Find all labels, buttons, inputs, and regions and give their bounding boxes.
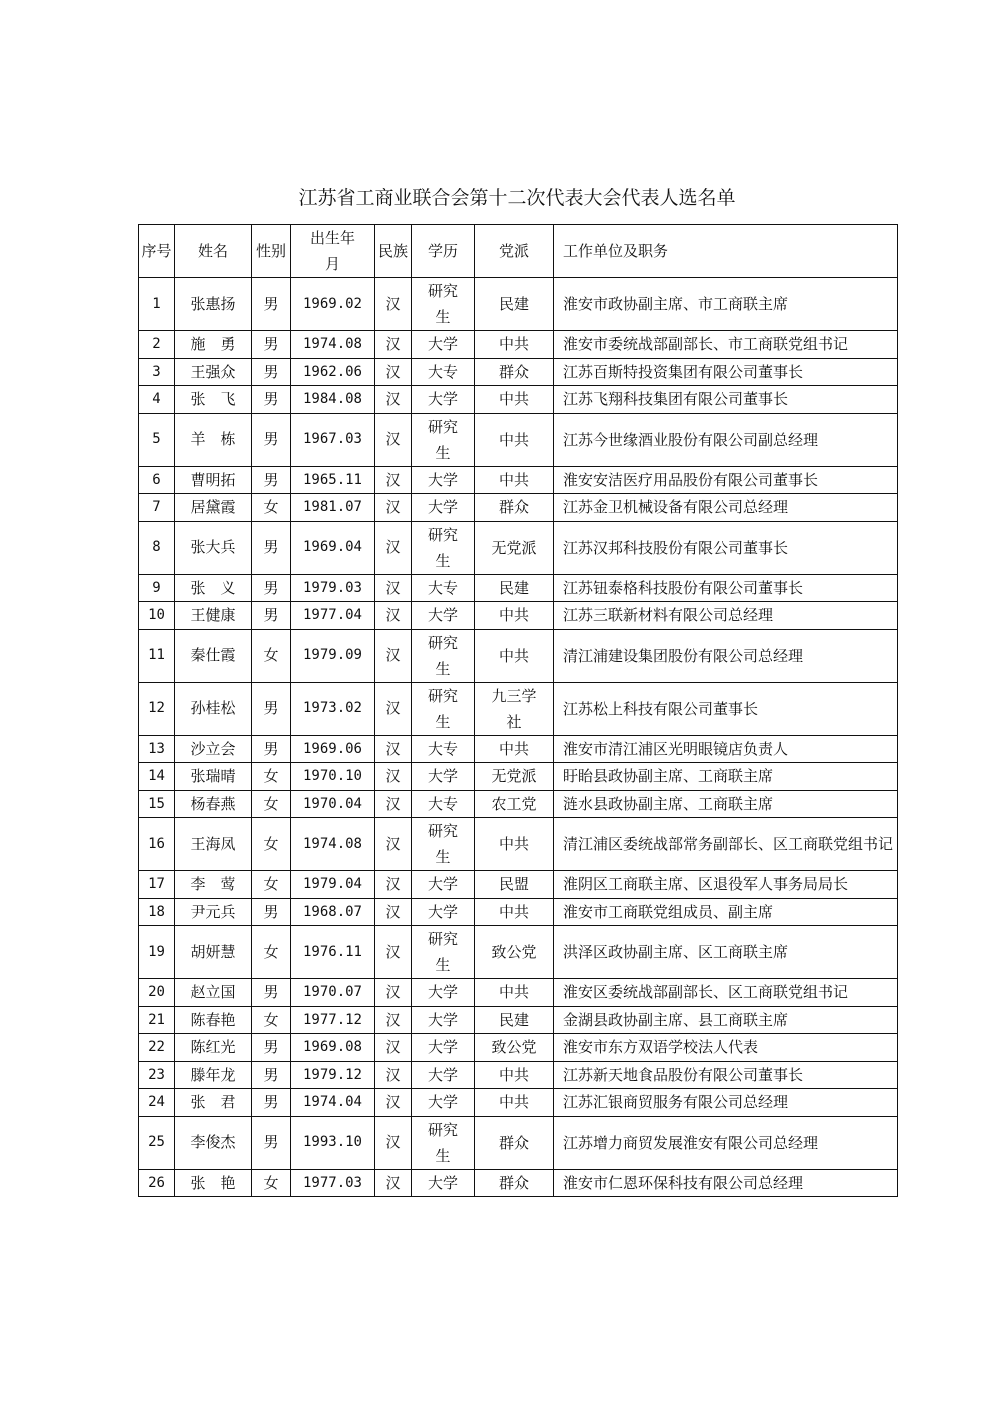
- cell-party: 群众: [475, 1116, 554, 1169]
- cell-gender: 男: [252, 898, 291, 926]
- cell-gender: 男: [252, 574, 291, 602]
- cell-position: 江苏汉邦科技股份有限公司董事长: [554, 521, 898, 574]
- cell-ethnicity: 汉: [375, 926, 412, 979]
- cell-index: 22: [139, 1034, 175, 1062]
- table-row: [139, 278, 898, 331]
- cell-index: 23: [139, 1061, 175, 1089]
- cell-party: 民盟: [475, 871, 554, 899]
- table-row: [139, 926, 898, 979]
- cell-party: 民建: [475, 278, 554, 331]
- cell-birth: 1977.04: [291, 602, 375, 630]
- cell-ethnicity: 汉: [375, 629, 412, 682]
- cell-position: 清江浦建设集团股份有限公司总经理: [554, 629, 898, 682]
- cell-name: 张 艳: [175, 1169, 252, 1197]
- cell-gender: 女: [252, 790, 291, 818]
- header-name: 姓名: [175, 225, 252, 278]
- table-row: [139, 871, 898, 899]
- table-row: [139, 574, 898, 602]
- cell-ethnicity: 汉: [375, 979, 412, 1007]
- cell-position: 涟水县政协副主席、工商联主席: [554, 790, 898, 818]
- cell-gender: 男: [252, 979, 291, 1007]
- cell-index: 26: [139, 1169, 175, 1197]
- cell-position: 淮安区委统战部副部长、区工商联党组书记: [554, 979, 898, 1007]
- cell-birth: 1979.09: [291, 629, 375, 682]
- cell-birth: 1968.07: [291, 898, 375, 926]
- table-row: [139, 602, 898, 630]
- cell-index: 3: [139, 358, 175, 386]
- cell-position: 淮安市东方双语学校法人代表: [554, 1034, 898, 1062]
- cell-party: 民建: [475, 1006, 554, 1034]
- cell-position: 淮安市清江浦区光明眼镜店负责人: [554, 735, 898, 763]
- cell-name: 滕年龙: [175, 1061, 252, 1089]
- cell-party: 九三学社: [475, 682, 554, 735]
- cell-ethnicity: 汉: [375, 1169, 412, 1197]
- cell-index: 18: [139, 898, 175, 926]
- cell-party: 致公党: [475, 926, 554, 979]
- cell-education: 大学: [412, 1006, 475, 1034]
- cell-party: 中共: [475, 979, 554, 1007]
- cell-party: 无党派: [475, 521, 554, 574]
- cell-index: 13: [139, 735, 175, 763]
- cell-party: 中共: [475, 1089, 554, 1117]
- cell-position: 洪泽区政协副主席、区工商联主席: [554, 926, 898, 979]
- cell-education: 大专: [412, 574, 475, 602]
- cell-position: 江苏金卫机械设备有限公司总经理: [554, 494, 898, 522]
- cell-gender: 女: [252, 1006, 291, 1034]
- cell-birth: 1977.03: [291, 1169, 375, 1197]
- cell-gender: 男: [252, 1116, 291, 1169]
- cell-education: 大专: [412, 790, 475, 818]
- cell-gender: 男: [252, 1061, 291, 1089]
- cell-gender: 男: [252, 331, 291, 359]
- cell-birth: 1967.03: [291, 413, 375, 466]
- cell-birth: 1976.11: [291, 926, 375, 979]
- cell-birth: 1969.06: [291, 735, 375, 763]
- cell-name: 沙立会: [175, 735, 252, 763]
- cell-name: 张大兵: [175, 521, 252, 574]
- cell-education: 大学: [412, 763, 475, 791]
- cell-index: 12: [139, 682, 175, 735]
- cell-name: 王强众: [175, 358, 252, 386]
- cell-gender: 女: [252, 494, 291, 522]
- cell-name: 杨春燕: [175, 790, 252, 818]
- cell-education: 大学: [412, 494, 475, 522]
- cell-education: 大学: [412, 331, 475, 359]
- cell-birth: 1979.04: [291, 871, 375, 899]
- cell-education: 大学: [412, 466, 475, 494]
- cell-name: 王健康: [175, 602, 252, 630]
- cell-ethnicity: 汉: [375, 1061, 412, 1089]
- cell-party: 中共: [475, 386, 554, 414]
- cell-name: 羊 栋: [175, 413, 252, 466]
- cell-ethnicity: 汉: [375, 413, 412, 466]
- header-position: 工作单位及职务: [554, 225, 898, 278]
- cell-education: 大学: [412, 1034, 475, 1062]
- cell-party: 中共: [475, 629, 554, 682]
- cell-party: 农工党: [475, 790, 554, 818]
- cell-name: 孙桂松: [175, 682, 252, 735]
- cell-education: 研究生: [412, 682, 475, 735]
- cell-name: 施 勇: [175, 331, 252, 359]
- cell-birth: 1974.08: [291, 331, 375, 359]
- cell-position: 清江浦区委统战部常务副部长、区工商联党组书记: [554, 818, 898, 871]
- cell-index: 21: [139, 1006, 175, 1034]
- table-row: [139, 1006, 898, 1034]
- cell-position: 盱眙县政协副主席、工商联主席: [554, 763, 898, 791]
- table-row: [139, 790, 898, 818]
- cell-party: 中共: [475, 1061, 554, 1089]
- cell-party: 群众: [475, 358, 554, 386]
- cell-name: 曹明拓: [175, 466, 252, 494]
- cell-gender: 女: [252, 926, 291, 979]
- cell-education: 研究生: [412, 818, 475, 871]
- cell-position: 淮安安洁医疗用品股份有限公司董事长: [554, 466, 898, 494]
- cell-index: 10: [139, 602, 175, 630]
- table-row: [139, 358, 898, 386]
- cell-ethnicity: 汉: [375, 871, 412, 899]
- header-ethnicity: 民族: [375, 225, 412, 278]
- cell-gender: 男: [252, 602, 291, 630]
- cell-name: 张瑞晴: [175, 763, 252, 791]
- cell-ethnicity: 汉: [375, 386, 412, 414]
- cell-party: 民建: [475, 574, 554, 602]
- cell-name: 张 义: [175, 574, 252, 602]
- cell-ethnicity: 汉: [375, 790, 412, 818]
- cell-birth: 1970.07: [291, 979, 375, 1007]
- cell-birth: 1969.02: [291, 278, 375, 331]
- cell-gender: 男: [252, 278, 291, 331]
- cell-party: 中共: [475, 331, 554, 359]
- table-row: [139, 331, 898, 359]
- cell-party: 致公党: [475, 1034, 554, 1062]
- cell-ethnicity: 汉: [375, 818, 412, 871]
- cell-name: 李俊杰: [175, 1116, 252, 1169]
- cell-name: 王海凤: [175, 818, 252, 871]
- cell-name: 胡妍慧: [175, 926, 252, 979]
- cell-name: 陈红光: [175, 1034, 252, 1062]
- cell-education: 大专: [412, 358, 475, 386]
- header-party: 党派: [475, 225, 554, 278]
- cell-position: 江苏新天地食品股份有限公司董事长: [554, 1061, 898, 1089]
- cell-gender: 女: [252, 629, 291, 682]
- cell-birth: 1974.04: [291, 1089, 375, 1117]
- cell-index: 5: [139, 413, 175, 466]
- cell-party: 中共: [475, 466, 554, 494]
- cell-education: 研究生: [412, 413, 475, 466]
- cell-party: 中共: [475, 413, 554, 466]
- cell-gender: 女: [252, 818, 291, 871]
- header-education: 学历: [412, 225, 475, 278]
- cell-ethnicity: 汉: [375, 898, 412, 926]
- cell-birth: 1974.08: [291, 818, 375, 871]
- cell-gender: 男: [252, 466, 291, 494]
- table-row: [139, 413, 898, 466]
- cell-ethnicity: 汉: [375, 358, 412, 386]
- cell-gender: 男: [252, 358, 291, 386]
- table-row: [139, 1034, 898, 1062]
- cell-party: 无党派: [475, 763, 554, 791]
- cell-position: 淮安市政协副主席、市工商联主席: [554, 278, 898, 331]
- cell-party: 中共: [475, 818, 554, 871]
- cell-birth: 1962.06: [291, 358, 375, 386]
- candidate-table: [138, 224, 898, 1197]
- cell-gender: 男: [252, 413, 291, 466]
- table-header-row: [139, 225, 898, 278]
- table-row: [139, 494, 898, 522]
- table-row: [139, 735, 898, 763]
- cell-index: 9: [139, 574, 175, 602]
- cell-gender: 男: [252, 386, 291, 414]
- cell-index: 6: [139, 466, 175, 494]
- cell-education: 大学: [412, 1061, 475, 1089]
- table-row: [139, 386, 898, 414]
- cell-position: 淮安市委统战部副部长、市工商联党组书记: [554, 331, 898, 359]
- cell-birth: 1970.04: [291, 790, 375, 818]
- table-row: [139, 1061, 898, 1089]
- cell-index: 1: [139, 278, 175, 331]
- table-row: [139, 1169, 898, 1197]
- cell-position: 江苏钮泰格科技股份有限公司董事长: [554, 574, 898, 602]
- document-title: 江苏省工商业联合会第十二次代表大会代表人选名单: [298, 187, 736, 209]
- cell-birth: 1993.10: [291, 1116, 375, 1169]
- cell-index: 11: [139, 629, 175, 682]
- cell-education: 大学: [412, 1089, 475, 1117]
- cell-party: 群众: [475, 494, 554, 522]
- cell-index: 19: [139, 926, 175, 979]
- table-row: [139, 521, 898, 574]
- cell-birth: 1969.08: [291, 1034, 375, 1062]
- cell-name: 居黛霞: [175, 494, 252, 522]
- cell-ethnicity: 汉: [375, 1089, 412, 1117]
- table-row: [139, 682, 898, 735]
- cell-party: 中共: [475, 602, 554, 630]
- cell-name: 陈春艳: [175, 1006, 252, 1034]
- cell-gender: 女: [252, 763, 291, 791]
- cell-index: 14: [139, 763, 175, 791]
- cell-position: 金湖县政协副主席、县工商联主席: [554, 1006, 898, 1034]
- cell-education: 大学: [412, 871, 475, 899]
- cell-education: 大学: [412, 386, 475, 414]
- cell-index: 20: [139, 979, 175, 1007]
- cell-education: 大专: [412, 735, 475, 763]
- cell-index: 16: [139, 818, 175, 871]
- cell-name: 张 飞: [175, 386, 252, 414]
- cell-birth: 1984.08: [291, 386, 375, 414]
- header-birth: 出生年月: [291, 225, 375, 278]
- cell-birth: 1981.07: [291, 494, 375, 522]
- cell-gender: 女: [252, 1169, 291, 1197]
- cell-education: 大学: [412, 979, 475, 1007]
- table-row: [139, 818, 898, 871]
- cell-position: 江苏松上科技有限公司董事长: [554, 682, 898, 735]
- cell-party: 群众: [475, 1169, 554, 1197]
- cell-position: 江苏三联新材料有限公司总经理: [554, 602, 898, 630]
- cell-position: 江苏今世缘酒业股份有限公司副总经理: [554, 413, 898, 466]
- cell-index: 17: [139, 871, 175, 899]
- cell-education: 研究生: [412, 278, 475, 331]
- cell-gender: 男: [252, 682, 291, 735]
- cell-education: 研究生: [412, 926, 475, 979]
- cell-name: 赵立国: [175, 979, 252, 1007]
- cell-birth: 1970.10: [291, 763, 375, 791]
- cell-name: 李 莺: [175, 871, 252, 899]
- cell-education: 研究生: [412, 521, 475, 574]
- table-row: [139, 898, 898, 926]
- cell-birth: 1973.02: [291, 682, 375, 735]
- cell-birth: 1965.11: [291, 466, 375, 494]
- cell-ethnicity: 汉: [375, 1034, 412, 1062]
- cell-ethnicity: 汉: [375, 574, 412, 602]
- cell-ethnicity: 汉: [375, 682, 412, 735]
- table-row: [139, 979, 898, 1007]
- cell-position: 淮安市仁恩环保科技有限公司总经理: [554, 1169, 898, 1197]
- cell-index: 4: [139, 386, 175, 414]
- cell-name: 张 君: [175, 1089, 252, 1117]
- cell-ethnicity: 汉: [375, 735, 412, 763]
- cell-index: 2: [139, 331, 175, 359]
- cell-ethnicity: 汉: [375, 521, 412, 574]
- cell-position: 江苏增力商贸发展淮安有限公司总经理: [554, 1116, 898, 1169]
- table-body: [139, 278, 898, 1197]
- cell-ethnicity: 汉: [375, 1006, 412, 1034]
- cell-index: 24: [139, 1089, 175, 1117]
- cell-ethnicity: 汉: [375, 331, 412, 359]
- table-row: [139, 1089, 898, 1117]
- cell-birth: 1977.12: [291, 1006, 375, 1034]
- cell-ethnicity: 汉: [375, 1116, 412, 1169]
- table-row: [139, 1116, 898, 1169]
- cell-gender: 男: [252, 1089, 291, 1117]
- cell-position: 江苏百斯特投资集团有限公司董事长: [554, 358, 898, 386]
- cell-birth: 1979.03: [291, 574, 375, 602]
- cell-name: 尹元兵: [175, 898, 252, 926]
- cell-position: 淮安市工商联党组成员、副主席: [554, 898, 898, 926]
- cell-ethnicity: 汉: [375, 466, 412, 494]
- table-row: [139, 629, 898, 682]
- cell-index: 25: [139, 1116, 175, 1169]
- cell-education: 大学: [412, 898, 475, 926]
- cell-education: 大学: [412, 1169, 475, 1197]
- cell-gender: 女: [252, 871, 291, 899]
- cell-position: 淮阴区工商联主席、区退役军人事务局局长: [554, 871, 898, 899]
- header-gender: 性别: [252, 225, 291, 278]
- cell-gender: 男: [252, 521, 291, 574]
- header-index: 序号: [139, 225, 175, 278]
- cell-party: 中共: [475, 898, 554, 926]
- cell-position: 江苏飞翔科技集团有限公司董事长: [554, 386, 898, 414]
- cell-gender: 男: [252, 1034, 291, 1062]
- cell-position: 江苏汇银商贸服务有限公司总经理: [554, 1089, 898, 1117]
- cell-ethnicity: 汉: [375, 602, 412, 630]
- cell-gender: 男: [252, 735, 291, 763]
- cell-education: 大学: [412, 602, 475, 630]
- cell-name: 秦仕霞: [175, 629, 252, 682]
- cell-party: 中共: [475, 735, 554, 763]
- cell-ethnicity: 汉: [375, 494, 412, 522]
- cell-birth: 1979.12: [291, 1061, 375, 1089]
- cell-birth: 1969.04: [291, 521, 375, 574]
- cell-index: 8: [139, 521, 175, 574]
- cell-ethnicity: 汉: [375, 278, 412, 331]
- cell-education: 研究生: [412, 1116, 475, 1169]
- table-row: [139, 763, 898, 791]
- cell-ethnicity: 汉: [375, 763, 412, 791]
- table-row: [139, 466, 898, 494]
- cell-name: 张惠扬: [175, 278, 252, 331]
- cell-index: 15: [139, 790, 175, 818]
- cell-index: 7: [139, 494, 175, 522]
- cell-education: 研究生: [412, 629, 475, 682]
